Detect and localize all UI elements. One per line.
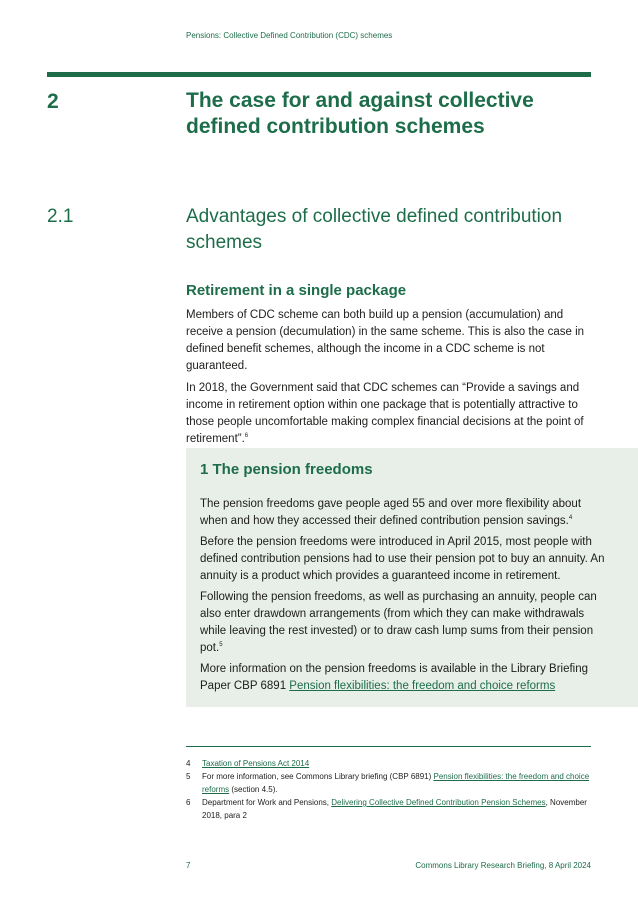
footer-publication: Commons Library Research Briefing, 8 April 2024 bbox=[415, 861, 591, 870]
footnote-4 bbox=[186, 757, 591, 770]
subheading: Retirement in a single package bbox=[186, 282, 407, 299]
chapter-title: The case for and against collective defined contribution schemes bbox=[186, 89, 534, 138]
section-number: 2.1 bbox=[47, 206, 74, 227]
box-paragraph-2: Before the pension freedoms were introduced in April 2015, most people with defined contribution pensions had to use their pension pot to buy an annuity. An annuity is a product which provides a guaranteed income in retirement. bbox=[200, 536, 605, 582]
footnote-ref-5[interactable]: 5 bbox=[219, 642, 223, 649]
footnote-6-post: , November 2018, para 2 bbox=[202, 798, 587, 820]
box-paragraph-3 bbox=[200, 589, 610, 657]
box-paragraph-4 bbox=[200, 661, 610, 695]
chapter-number: 2 bbox=[47, 90, 59, 113]
footnote-5-pre: For more information, see Commons Library briefing (CBP 6891) bbox=[202, 772, 434, 781]
footnote-5 bbox=[186, 770, 591, 796]
footnote-ref-6[interactable]: 6 bbox=[244, 433, 249, 440]
paragraph-2-text: In 2018, the Government said that CDC schemes can “Provide a savings and income in retirement option within one package that is potentially attractive to those people uncomfortable making complex financial decisions at the point of retirement”. bbox=[186, 382, 584, 445]
section-title: Advantages of collective defined contribution schemes bbox=[186, 206, 563, 253]
footnote-5-number: 5 bbox=[186, 772, 191, 781]
pension-flexibilities-link[interactable]: Pension flexibilities: the freedom and choice reforms bbox=[289, 680, 556, 692]
box-title: 1 The pension freedoms bbox=[200, 461, 373, 478]
header-rule bbox=[47, 72, 591, 77]
footnote-5-post: (section 4.5). bbox=[229, 785, 278, 794]
footnote-5-link[interactable]: Pension flexibilities: the freedom and choice reforms bbox=[202, 772, 590, 794]
running-header: Pensions: Collective Defined Contribution (CDC) schemes bbox=[186, 31, 393, 40]
footnote-4-link[interactable]: Taxation of Pensions Act 2014 bbox=[202, 759, 310, 768]
box-paragraph-3-text: Following the pension freedoms, as well as purchasing an annuity, people can also enter drawdown arrangements (from which they can make withdrawals while leaving the rest invested) or to draw cash lump sums from their pension pot. bbox=[200, 591, 597, 654]
footnote-ref-4[interactable]: 4 bbox=[568, 515, 573, 522]
footnote-6-number: 6 bbox=[186, 798, 191, 807]
footnote-6-pre: Department for Work and Pensions, bbox=[202, 798, 332, 807]
footnote-6 bbox=[186, 796, 591, 822]
footnote-6-link[interactable]: Delivering Collective Defined Contribution Pension Schemes bbox=[331, 798, 546, 807]
page-number: 7 bbox=[186, 861, 191, 870]
paragraph-1: Members of CDC scheme can both build up a pension (accumulation) and receive a pension (decumulation) in the same scheme. This is also the case in defined benefit schemes, although the income in a CDC scheme is not guaranteed. bbox=[186, 309, 585, 372]
paragraph-2 bbox=[186, 380, 594, 448]
box-paragraph-1 bbox=[200, 496, 610, 530]
footnote-rule bbox=[186, 746, 591, 747]
box-paragraph-1-text: The pension freedoms gave people aged 55 and over more flexibility about when and how they accessed their defined contribution pension savings. bbox=[200, 498, 582, 527]
box-paragraph-4-text: More information on the pension freedoms is available in the Library Briefing Paper CBP 6891 bbox=[200, 663, 589, 692]
footnote-4-number: 4 bbox=[186, 759, 191, 768]
